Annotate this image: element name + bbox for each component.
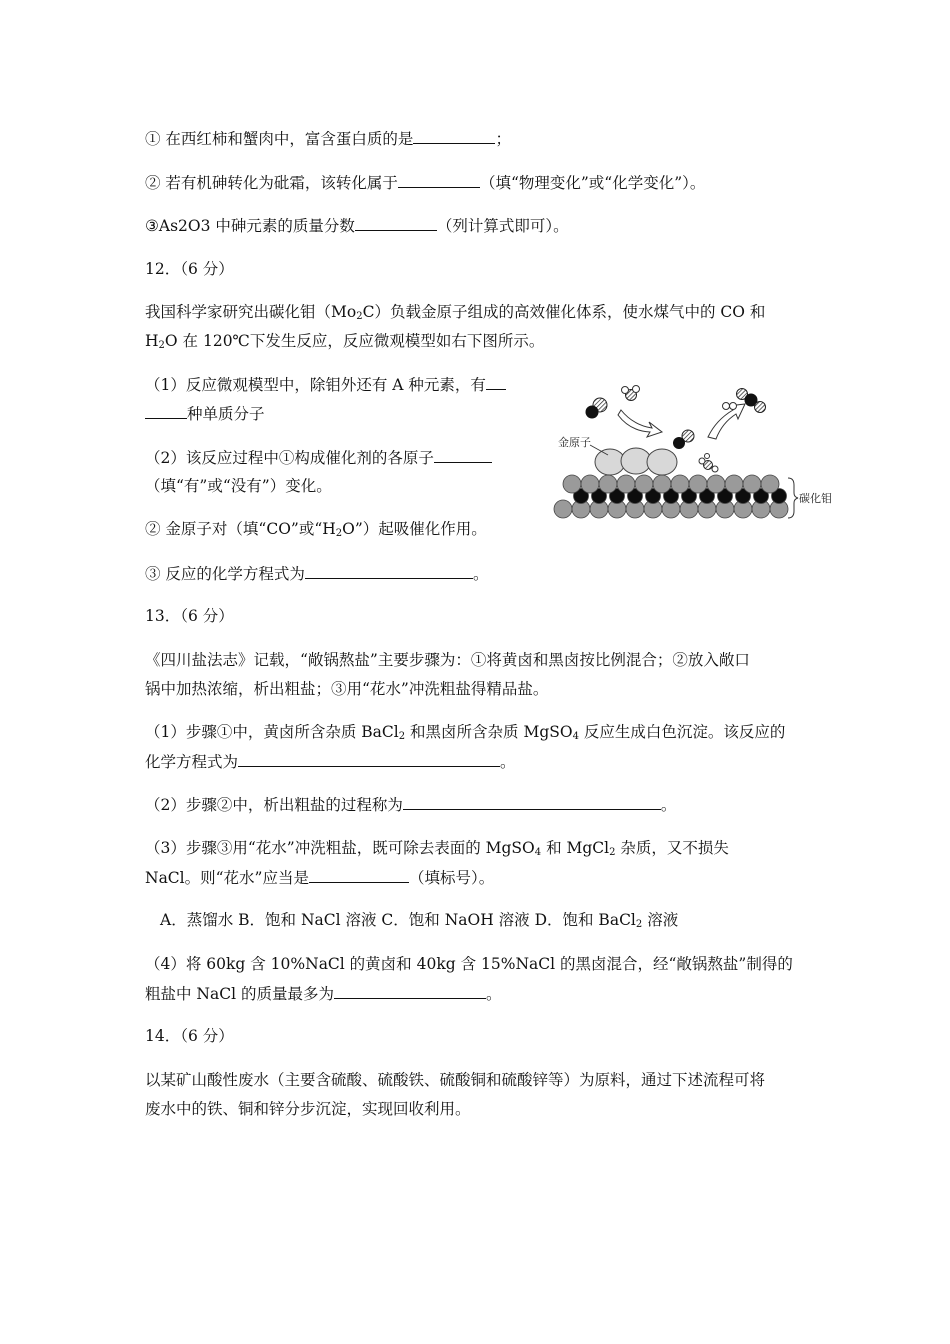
q12-part-2-text: （2）该反应过程中①构成催化剂的各原子 xyxy=(145,449,434,467)
mo-atom xyxy=(743,475,761,493)
mo-atom xyxy=(599,475,617,493)
h2-molecule xyxy=(723,403,737,410)
gold-atoms xyxy=(595,448,677,475)
answer-blank[interactable] xyxy=(334,982,486,999)
answer-blank[interactable] xyxy=(355,214,437,231)
q13-part-4-end: 。 xyxy=(485,985,502,1003)
q13-part-4-line-1: （4）将 60kg 含 10%NaCl 的黄卤和 40kg 含 15%NaCl 的黑卤混合，经“敞锅熬盐”制得的 xyxy=(145,955,793,973)
subscript: 2 xyxy=(158,340,165,351)
q13-part-1-line-1 xyxy=(145,721,785,743)
q12-intro-1a: 我国科学家研究出碳化钼（Mo xyxy=(145,303,357,321)
answer-blank[interactable] xyxy=(238,750,500,767)
reaction-model-diagram xyxy=(548,375,838,535)
q12-part-4-end: 。 xyxy=(472,565,489,583)
q13-part-3-end: （填标号）。 xyxy=(408,869,495,887)
gold-atom-label: 金原子 xyxy=(558,436,591,449)
answer-blank[interactable] xyxy=(486,373,506,390)
q13-part-3b: 和 MgCl xyxy=(541,839,610,857)
q13-options xyxy=(160,909,678,931)
q12-part-1-line-2 xyxy=(145,402,265,425)
q12-intro-1b: C）负载金原子组成的高效催化体系，使水煤气中的 CO 和 xyxy=(362,303,766,321)
q13-part-1a: （1）步骤①中，黄卤所含杂质 BaCl xyxy=(145,723,399,741)
q12-part-3 xyxy=(145,518,487,540)
q12-part-1-text: （1）反应微观模型中，除钼外还有 A 种元素，有 xyxy=(145,376,486,394)
q13-part-1d: 化学方程式为 xyxy=(145,753,239,771)
subscript: 2 xyxy=(356,311,363,322)
q13-part-3c: 杂质，又不损失 xyxy=(615,839,729,857)
mo-atom xyxy=(707,475,725,493)
q13-intro-line-1: 《四川盐法志》记载，“敞锅熬盐”主要步骤为：①将黄卤和黑卤按比例混合；②放入敞口 xyxy=(145,651,750,669)
mo-atom xyxy=(671,475,689,493)
q12-part-3a: ② 金原子对（填“CO”或“H xyxy=(145,520,336,538)
q13-part-3d: NaCl。则“花水”应当是 xyxy=(145,869,309,887)
q12-part-4-text: ③ 反应的化学方程式为 xyxy=(145,565,305,583)
answer-blank[interactable] xyxy=(434,446,492,463)
q13-part-4b: 粗盐中 NaCl 的质量最多为 xyxy=(145,985,334,1003)
q13-part-1c: 反应生成白色沉淀。该反应的 xyxy=(578,723,786,741)
q13-part-3-line-1 xyxy=(145,837,729,859)
adsorbed-co xyxy=(673,430,694,449)
q11-item-1-text: ① 在西红柿和蟹肉中，富含蛋白质的是 xyxy=(145,130,414,148)
q13-part-1-line-2 xyxy=(145,750,516,773)
answer-blank[interactable] xyxy=(309,866,409,883)
q13-header: 13．（6 分） xyxy=(145,607,234,625)
answer-blank[interactable] xyxy=(403,793,661,810)
q13-options-end: 溶液 xyxy=(642,911,679,929)
mo-atom xyxy=(635,475,653,493)
q14-intro-line-1: 以某矿山酸性废水（主要含硫酸、硫酸铁、硫酸铜和硫酸锌等）为原料，通过下述流程可将 xyxy=(145,1071,766,1089)
mo-atom xyxy=(563,475,581,493)
q13-intro-line-2: 锅中加热浓缩，析出粗盐；③用“花水”冲洗粗盐得精品盐。 xyxy=(145,680,549,698)
q12-part-2-line-1 xyxy=(145,446,492,469)
answer-blank[interactable] xyxy=(398,171,480,188)
q12-part-1-end: 种单质分子 xyxy=(187,405,265,423)
mo-atom xyxy=(617,475,635,493)
mo-atom xyxy=(581,475,599,493)
q12-part-1-line-1 xyxy=(145,373,506,396)
q13-options-text: A．蒸馏水 B．饱和 NaCl 溶液 C．饱和 NaOH 溶液 D．饱和 BaCl xyxy=(160,911,636,929)
q11-item-2-text: ② 若有机砷转化为砒霜，该转化属于 xyxy=(145,174,398,192)
q12-intro-line-1 xyxy=(145,301,765,323)
q12-part-3b: O”）起吸催化作用。 xyxy=(342,520,487,538)
q11-item-2 xyxy=(145,171,705,194)
q12-intro-2b: O 在 120℃下发生反应，反应微观模型如右下图所示。 xyxy=(164,332,545,350)
q13-part-1b: 和黑卤所含杂质 MgSO xyxy=(405,723,573,741)
moc-label: 碳化钼 xyxy=(799,492,832,505)
q11-item-1 xyxy=(145,127,511,150)
q12-part-2-line-2: （填“有”或“没有”）变化。 xyxy=(145,477,332,495)
q14-header: 14．（6 分） xyxy=(145,1027,234,1045)
h2o-molecule xyxy=(622,386,640,401)
mo-atom xyxy=(554,500,572,518)
q11-item-1-end: ； xyxy=(495,130,511,148)
q12-intro-2a: H xyxy=(145,332,159,350)
q13-part-3-line-2 xyxy=(145,866,494,889)
q14-intro-line-2: 废水中的铁、铜和锌分步沉淀，实现回收利用。 xyxy=(145,1100,471,1118)
mo-atom xyxy=(689,475,707,493)
subscript: 2 xyxy=(609,847,616,858)
q13-part-4-line-2 xyxy=(145,982,502,1005)
q13-part-3a: （3）步骤③用“花水”冲洗粗盐，既可除去表面的 MgSO xyxy=(145,839,535,857)
q13-part-1-end: 。 xyxy=(500,753,516,771)
q13-part-2 xyxy=(145,793,676,816)
answer-blank[interactable] xyxy=(413,127,495,144)
subscript: 4 xyxy=(534,847,542,858)
q11-item-3-text: ③As2O3 中砷元素的质量分数 xyxy=(145,217,355,235)
mo-atom xyxy=(725,475,743,493)
subscript: 2 xyxy=(635,919,643,930)
q13-part-2-text: （2）步骤②中，析出粗盐的过程称为 xyxy=(145,796,403,814)
co-molecule xyxy=(586,398,608,419)
q13-part-2-end: 。 xyxy=(660,796,677,814)
answer-blank[interactable] xyxy=(305,562,473,579)
q12-part-4 xyxy=(145,562,488,585)
adsorbed-h2o xyxy=(699,454,718,473)
q11-item-3 xyxy=(145,214,569,237)
q12-intro-line-2 xyxy=(145,330,544,352)
answer-blank[interactable] xyxy=(145,402,187,419)
q11-item-2-end: （填“物理变化”或“化学变化”）。 xyxy=(479,174,706,192)
mo-atom xyxy=(653,475,671,493)
subscript: 4 xyxy=(572,731,579,742)
q12-header: 12．（6 分） xyxy=(145,260,234,278)
subscript: 2 xyxy=(398,731,406,742)
q11-item-3-end: （列计算式即可）。 xyxy=(436,217,569,235)
subscript: 2 xyxy=(335,528,343,539)
mo-atom xyxy=(761,475,779,493)
